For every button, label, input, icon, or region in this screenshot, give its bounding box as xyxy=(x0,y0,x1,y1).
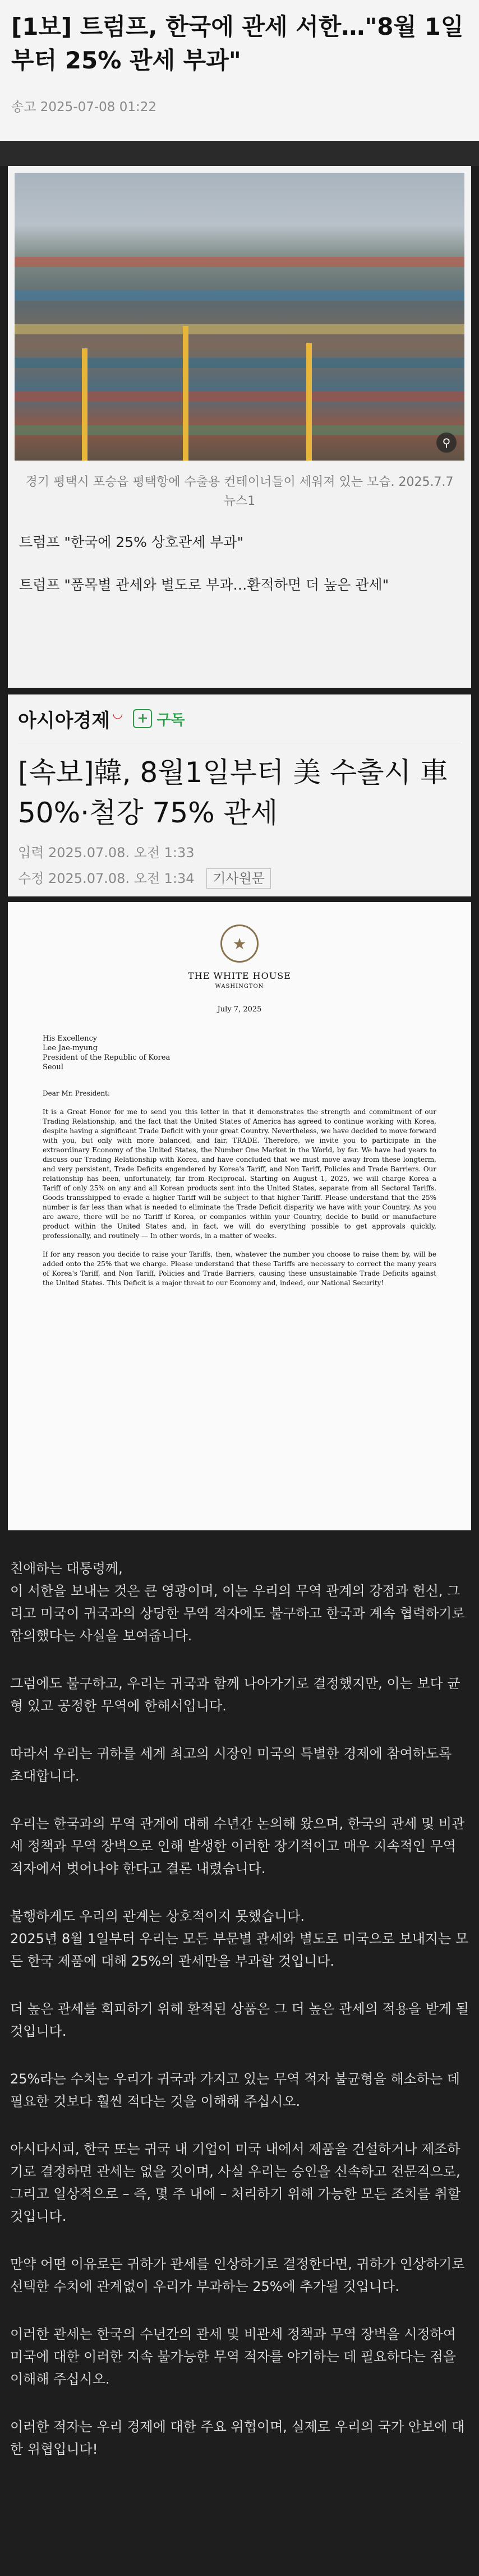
article-header xyxy=(0,0,479,141)
photo-detail xyxy=(183,326,188,461)
port-container-photo[interactable] xyxy=(8,166,471,461)
section-divider xyxy=(0,141,479,166)
original-article-button[interactable]: 기사원문 xyxy=(206,868,271,889)
addressee-line: President of the Republic of Korea xyxy=(43,1054,171,1062)
news-brand-name[interactable]: 아시아경제 xyxy=(18,709,110,732)
photo-detail xyxy=(306,343,312,461)
translation-paragraph: 25%라는 수치는 우리가 귀국과 가지고 있는 무역 적자 불균형을 해소하는 데 필요한 것보다 훨씬 적다는 것을 이해해 주십시오. xyxy=(10,2071,460,2109)
photo-detail xyxy=(15,324,464,334)
summary-point-2: 트럼프 "품목별 관세와 별도로 부과…환적하면 더 높은 관세" xyxy=(19,577,389,593)
translation-paragraph: 만약 어떤 이유로든 귀하가 관세를 인상하기로 결정한다면, 귀하가 인상하기로 선택한 수치에 관계없이 우리가 부과하는 25%에 추가될 것입니다. xyxy=(10,2256,465,2294)
presidential-seal-icon: ★ xyxy=(220,924,259,963)
translation-paragraph: 불행하게도 우리의 관계는 상호적이지 못했습니다. 2025년 8월 1일부터 우리는 모든 부문별 관세와 별도로 미국으로 보내지는 모든 한국 제품에 대해 25%의 관세만을 부과할 것입니다. xyxy=(10,1908,469,1969)
plus-icon: + xyxy=(133,709,152,728)
article-headline: [1보] 트럼프, 한국에 관세 서한…"8월 1일부터 25% 관세 부과" xyxy=(11,13,464,74)
brand-mark-icon: ◡ xyxy=(112,706,123,721)
addressee-line: His Excellency xyxy=(43,1034,98,1043)
letter-addressee xyxy=(43,1034,436,1072)
magnifier-icon[interactable]: ⚲ xyxy=(436,433,457,453)
news-brand-bar xyxy=(18,694,461,743)
modified-date: 수정 2025.07.08. 오전 1:34 xyxy=(18,871,195,886)
translation-paragraph: 아시다시피, 한국 또는 귀국 내 기업이 미국 내에서 제품을 건설하거나 제조하기로 결정하면 관세는 없을 것이며, 사실 우리는 승인을 신속하고 전문적으로, 그리고 일상적으로 – 즉, 몇 주 내에 – 처리하기 위해 가능한 모든 조치를 취할 것입니다. xyxy=(10,2141,461,2224)
subscribe-label: 구독 xyxy=(156,711,185,729)
letterhead-org: THE WHITE HOUSE xyxy=(188,970,291,981)
news-headline: [속보]韓, 8월1일부터 美 수출시 車 50%·철강 75% 관세 xyxy=(18,756,448,829)
letterhead-city: WASHINGTON xyxy=(215,983,264,990)
article-timestamp: 송고 2025-07-08 01:22 xyxy=(11,100,157,114)
translation-paragraph: 그럼에도 불구하고, 우리는 귀국과 함께 나아가기로 결정했지만, 이는 보다 균형 있고 공정한 무역에 한해서입니다. xyxy=(10,1676,460,1714)
photo-detail xyxy=(15,257,464,267)
news-dates xyxy=(18,840,461,891)
white-house-letter-image xyxy=(8,902,471,1530)
photo-detail xyxy=(15,291,464,301)
addressee-line: Seoul xyxy=(43,1063,63,1071)
photo-caption: 경기 평택시 포승읍 평택항에 수출용 컨테이너들이 세워져 있는 모습. 2025.7.7 뉴스1 xyxy=(25,475,454,508)
translation-paragraph: 이러한 적자는 우리 경제에 대한 주요 위협이며, 실제로 우리의 국가 안보에 대한 위협입니다! xyxy=(10,2419,465,2457)
summary-point-1: 트럼프 "한국에 25% 상호관세 부과" xyxy=(19,534,244,550)
letter-salutation: Dear Mr. President: xyxy=(43,1089,110,1097)
translation-paragraph: 친애하는 대통령께, 이 서한을 보내는 것은 큰 영광이며, 이는 우리의 무역 관계의 강점과 헌신, 그리고 미국이 귀국과의 상당한 무역 적자에도 불구하고 한국과 계속 협력하기로 합의했다는 사실을 보여줍니다. xyxy=(10,1561,465,1644)
letter-date: July 7, 2025 xyxy=(217,1005,262,1014)
translation-paragraph: 더 높은 관세를 회피하기 위해 환적된 상품은 그 더 높은 관세의 적용을 받게 될 것입니다. xyxy=(10,2001,469,2039)
translation-paragraph: 우리는 한국과의 무역 관계에 대해 수년간 논의해 왔으며, 한국의 관세 및 비관세 정책과 무역 장벽으로 인해 발생한 이러한 장기적이고 매우 지속적인 무역 적자에서 벗어나야 한다고 결론 내렸습니다. xyxy=(10,1816,465,1876)
published-date: 입력 2025.07.08. 오전 1:33 xyxy=(18,845,195,861)
subscribe-button[interactable] xyxy=(133,709,185,729)
letter-paragraph-1: It is a Great Honor for me to send you this letter in that it demonstrates the strength and commitment of our Trading Relationship, and the fact that the United States of America has agreed to continue working with Korea, despite having a significant Trade Deficit with your great Country. Nevertheless, we have decided to move forward with you, but only with more balanced, and fair, TRADE. Therefore, we invite you to participate in the extraordinary Economy of the United States, the Number One Market in the World, by far. We have had years to discuss our Trading Relationship with Korea, and have concluded that we must move away from these longterm, and very persistent, Trade Deficits engendered by Korea's Tariff, and Non Tariff, Policies and Trade Barriers. Our relationship has been, unfortunately, far from Reciprocal. Starting on August 1, 2025, we will charge Korea a Tariff of only 25% on any and all Korean products sent into the United States, separate from all Sectoral Tariffs. Goods transshipped to evade a higher Tariff will be subject to that higher Tariff. Please understand that the 25% number is far less than what is needed to eliminate the Trade Deficit disparity we have with your Country. As you are aware, there will be no Tariff if Korea, or companies within your Country, decide to build or manufacture product within the United States and, in fact, we will do everything possible to get approvals quickly, professionally, and routinely — In other words, in a matter of weeks. xyxy=(43,1108,436,1240)
photo-card xyxy=(8,166,471,688)
photo-detail xyxy=(82,348,87,461)
translation-paragraph: 이러한 관세는 한국의 수년간의 관세 및 비관세 정책과 무역 장벽을 시정하여 미국에 대한 이러한 지속 불가능한 무역 적자를 야기하는 데 필요하다는 점을 이해해 주십시오. xyxy=(10,2326,456,2387)
translation-body xyxy=(0,1557,479,2460)
addressee-line: Lee Jae-myung xyxy=(43,1044,98,1052)
letter-paragraph-2: If for any reason you decide to raise your Tariffs, then, whatever the number you choose to raise them by, will be added onto the 25% that we charge. Please understand that these Tariffs are necessary to correct the many years of Korea's Tariff, and Non Tariff, Policies and Trade Barriers, causing these unsustainable Trade Deficits against the United States. This Deficit is a major threat to our Economy and, indeed, our National Security! xyxy=(43,1250,436,1287)
news-screenshot-card xyxy=(8,694,471,896)
translation-paragraph: 따라서 우리는 귀하를 세계 최고의 시장인 미국의 특별한 경제에 참여하도록 초대합니다. xyxy=(10,1746,452,1784)
modified-date-row xyxy=(18,866,461,891)
